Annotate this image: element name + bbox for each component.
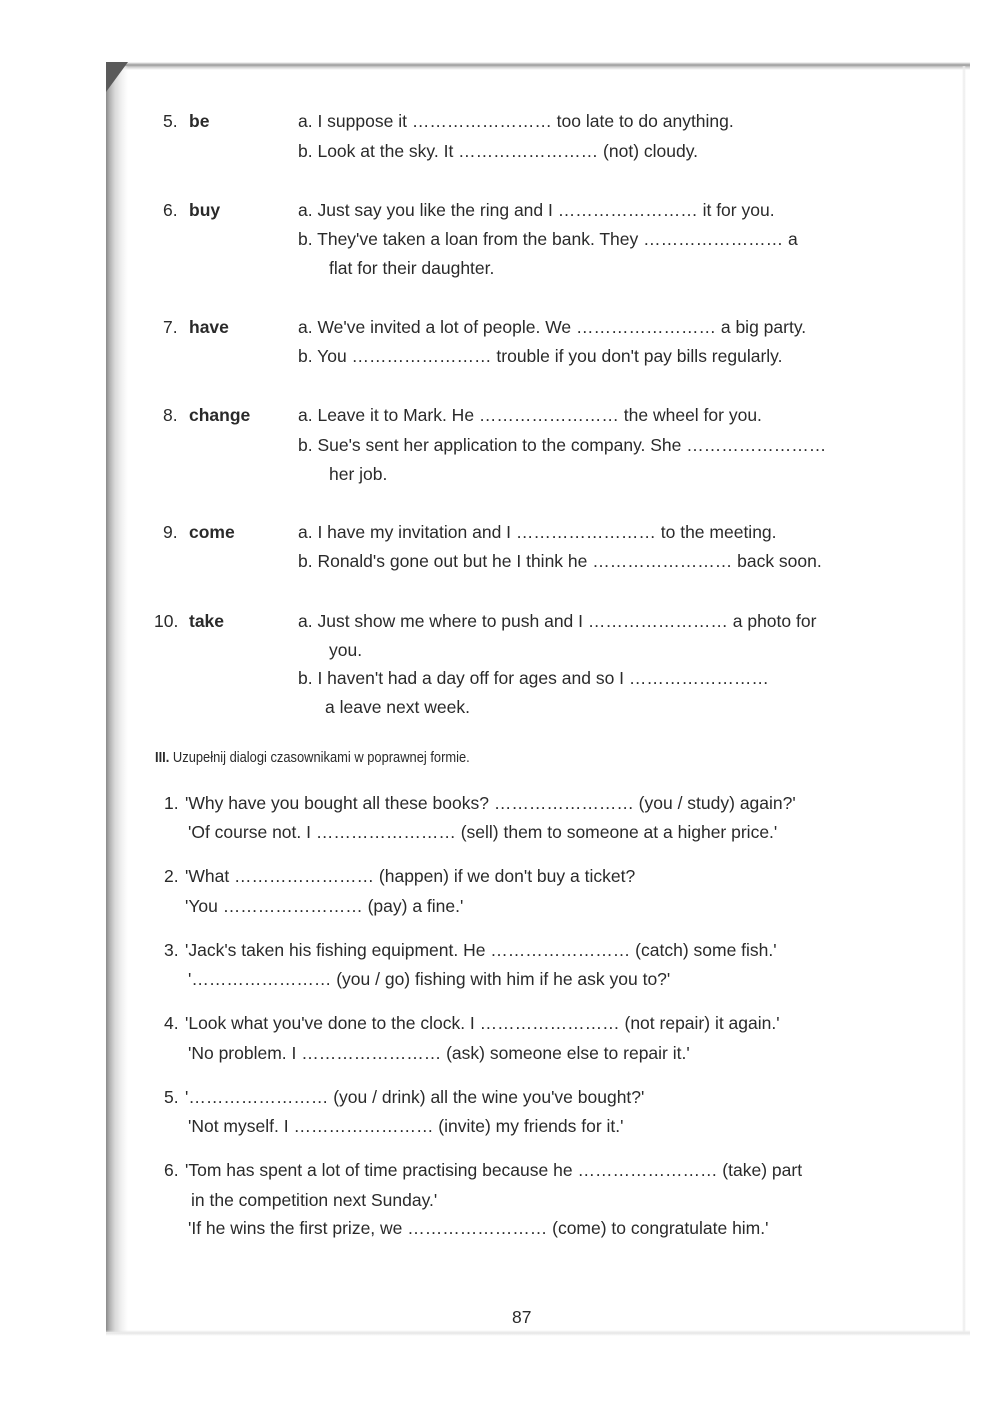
- scan-right-edge: [962, 66, 966, 1332]
- scan-corner-mark: [106, 62, 128, 92]
- scan-left-edge: [106, 66, 128, 1332]
- scan-bottom-edge: [106, 1330, 970, 1336]
- exercise-roman-numeral: III.: [155, 749, 170, 766]
- sentence-line: a. Just show me where to push and I …………………… a photo for: [298, 611, 817, 631]
- dialog-number: 5.: [164, 1087, 179, 1107]
- item-verb: take: [189, 611, 225, 631]
- item-number: 10.: [154, 611, 179, 631]
- sentence-line: b. I haven't had a day off for ages and so I ……………………: [298, 668, 769, 688]
- dialog-line: '…………………… (you / drink) all the wine you've bought?': [185, 1087, 645, 1107]
- sentence-line: a. I have my invitation and I …………………… to the meeting.: [298, 522, 777, 542]
- scan-top-edge: [106, 62, 970, 70]
- dialog-line: 'What …………………… (happen) if we don't buy a ticket?: [185, 866, 636, 886]
- item-number: 8.: [163, 405, 178, 425]
- dialog-number: 3.: [164, 940, 179, 960]
- dialog-line: 'Not myself. I …………………… (invite) my friends for it.': [188, 1116, 624, 1136]
- sentence-line: a. Just say you like the ring and I …………………… it for you.: [298, 200, 775, 220]
- sentence-line: b. Look at the sky. It …………………… (not) cloudy.: [298, 141, 699, 161]
- item-number: 9.: [163, 522, 178, 542]
- exercise-heading: [155, 748, 470, 768]
- dialog-line: 'You …………………… (pay) a fine.': [185, 896, 464, 916]
- dialog-line: 'No problem. I …………………… (ask) someone else to repair it.': [188, 1043, 690, 1063]
- item-number: 7.: [163, 317, 178, 337]
- sentence-line: a. We've invited a lot of people. We …………………… a big party.: [298, 317, 807, 337]
- page-number: 87: [512, 1307, 532, 1327]
- dialog-line: '…………………… (you / go) fishing with him if he ask you to?': [188, 969, 671, 989]
- sentence-line: you.: [329, 640, 363, 660]
- dialog-line: 'Why have you bought all these books? …………………… (you / study) again?': [185, 793, 796, 813]
- dialog-line: 'If he wins the first prize, we …………………… (come) to congratulate him.': [188, 1218, 769, 1238]
- sentence-line: a leave next week.: [325, 697, 470, 717]
- sentence-line: a. Leave it to Mark. He …………………… the wheel for you.: [298, 405, 762, 425]
- sentence-line: flat for their daughter.: [329, 258, 495, 278]
- sentence-line: b. Sue's sent her application to the company. She ……………………: [298, 435, 827, 455]
- dialog-line: 'Of course not. I …………………… (sell) them to someone at a higher price.': [188, 822, 778, 842]
- dialog-line: in the competition next Sunday.': [191, 1190, 438, 1210]
- item-verb: come: [189, 522, 235, 542]
- dialog-line: 'Look what you've done to the clock. I …………………… (not repair) it again.': [185, 1013, 780, 1033]
- dialog-line: 'Jack's taken his fishing equipment. He …………………… (catch) some fish.': [185, 940, 777, 960]
- dialog-number: 6.: [164, 1160, 179, 1180]
- dialog-number: 2.: [164, 866, 179, 886]
- dialog-number: 1.: [164, 793, 179, 813]
- item-number: 5.: [163, 111, 178, 131]
- sentence-line: b. They've taken a loan from the bank. They …………………… a: [298, 229, 798, 249]
- item-verb: change: [189, 405, 251, 425]
- item-verb: have: [189, 317, 229, 337]
- sentence-line: b. Ronald's gone out but he I think he …………………… back soon.: [298, 551, 822, 571]
- dialog-number: 4.: [164, 1013, 179, 1033]
- item-verb: buy: [189, 200, 221, 220]
- item-verb: be: [189, 111, 210, 131]
- sentence-line: her job.: [329, 464, 388, 484]
- dialog-line: 'Tom has spent a lot of time practising because he …………………… (take) part: [185, 1160, 803, 1180]
- sentence-line: b. You …………………… trouble if you don't pay bills regularly.: [298, 346, 783, 366]
- item-number: 6.: [163, 200, 178, 220]
- exercise-instruction: Uzupełnij dialogi czasownikami w poprawnej formie.: [172, 749, 470, 766]
- sentence-line: a. I suppose it …………………… too late to do anything.: [298, 111, 734, 131]
